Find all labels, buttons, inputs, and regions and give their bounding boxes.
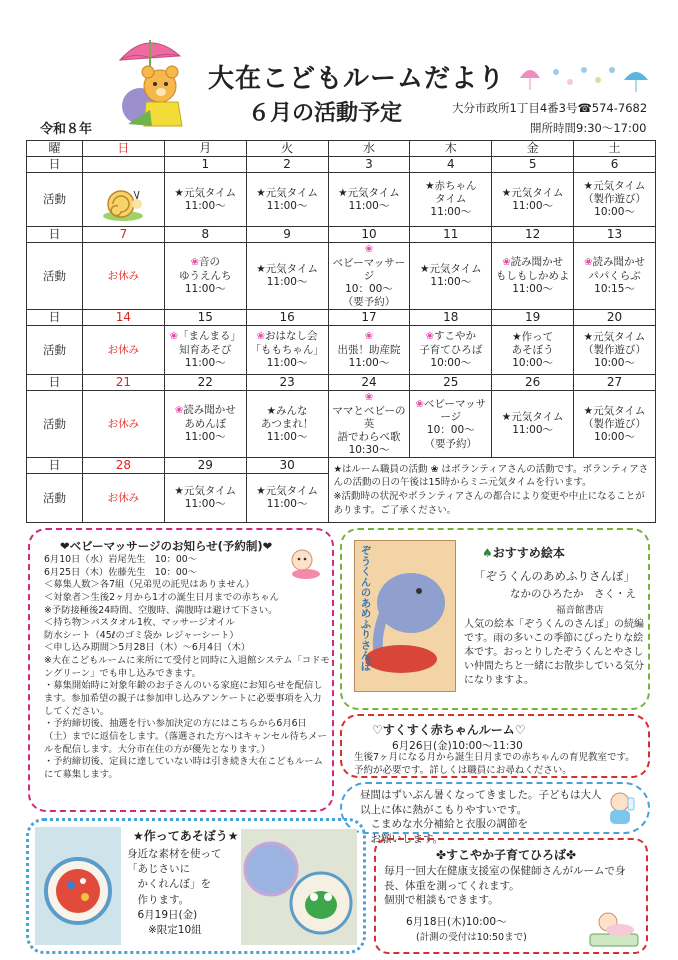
volunteer-activity-cell bbox=[410, 326, 492, 375]
activity-cell: ★元気タイム 11:00～ bbox=[492, 391, 574, 458]
date-cell: 22 bbox=[164, 375, 246, 391]
date-cell: 5 bbox=[492, 157, 574, 173]
date-cell: 24 bbox=[328, 375, 410, 391]
date-cell: 14 bbox=[83, 310, 165, 326]
row-label-activity: 活動 bbox=[27, 474, 83, 523]
activity-cell: ★元気タイム （製作遊び） 10:00～ bbox=[574, 173, 656, 227]
date-cell: 11 bbox=[410, 227, 492, 243]
book-cover-image bbox=[354, 540, 456, 692]
legend-note-change: ※活動時の状況やボランティアさんの都合により変更や中止になることがあります。ご了承ください。 bbox=[333, 491, 645, 517]
spade-icon: ♠ bbox=[482, 546, 493, 560]
weekday-sun: 日 bbox=[83, 141, 165, 157]
flower-icon: ❀ bbox=[364, 392, 374, 404]
activity-cell: ★元気タイム 11:00～ bbox=[410, 243, 492, 310]
volunteer-activity-cell bbox=[574, 243, 656, 310]
health-note: (計測の受付は10:50まで) bbox=[416, 932, 527, 943]
baby-massage-title: ❤ベビーマッサージのお知らせ(予約制)❤ bbox=[60, 539, 273, 553]
row-label-day: 日 bbox=[27, 157, 83, 173]
weekday-thu: 木 bbox=[410, 141, 492, 157]
flower-icon: ❀ bbox=[169, 331, 178, 343]
weekday-label: 曜 bbox=[27, 141, 83, 157]
hydrangea-craft-photo-left bbox=[35, 827, 121, 945]
legend-note-activity: ★はルーム職員の活動 ❀ はボランティアさんの活動です。ボランティアさんの活動の日の午後は15時からミニ元気タイムを行います。 bbox=[333, 463, 649, 489]
activity-cell: ★元気タイム 11:00～ bbox=[164, 474, 246, 523]
date-cell: 7 bbox=[83, 227, 165, 243]
date-cell: 18 bbox=[410, 310, 492, 326]
flower-icon: ❀ bbox=[584, 257, 593, 269]
activity-text: 読み聞かせ あめんぼ 11:00～ bbox=[183, 404, 236, 443]
volunteer-activity-cell bbox=[410, 391, 492, 458]
craft-heading: ★作ってあそぼう★ bbox=[133, 829, 239, 843]
weekday-mon: 月 bbox=[164, 141, 246, 157]
baby-room-description: 生後7ヶ月になる月から誕生日月までの赤ちゃんの育児教室です。 予約が必要です。詳しくは職員にお尋ねください。 bbox=[354, 752, 635, 776]
date-cell: 27 bbox=[574, 375, 656, 391]
opening-hours: 開所時間9:30～17:00 bbox=[530, 121, 647, 135]
activity-text: ベビーマッサージ 10：00～ （要予約） bbox=[423, 397, 487, 450]
baby-room-heading: ♡すくすく赤ちゃんルーム♡ bbox=[372, 723, 526, 737]
closed-day-cell: お休み bbox=[83, 474, 165, 523]
activity-text: 読み聞かせ パパくらぶ 10:15～ bbox=[588, 256, 645, 295]
volunteer-activity-cell bbox=[492, 243, 574, 310]
closed-day-cell: お休み bbox=[83, 243, 165, 310]
row-label-day: 日 bbox=[27, 458, 83, 474]
row-label-day: 日 bbox=[27, 227, 83, 243]
volunteer-activity-cell bbox=[164, 243, 246, 310]
activity-cell: ★元気タイム 11:00～ bbox=[164, 173, 246, 227]
baby-room-date: 6月26日(金)10:00～11:30 bbox=[392, 740, 523, 752]
weekday-wed: 水 bbox=[328, 141, 410, 157]
date-cell: 1 bbox=[164, 157, 246, 173]
child-drinking-illustration bbox=[602, 790, 640, 826]
date-cell: 29 bbox=[164, 458, 246, 474]
hydration-text: 昼間はずいぶん暑くなってきました。子どもは大人 以上に体に熱がこもりやすいです。 こまめな水分補給と衣服の調節を お願いします。 bbox=[360, 789, 602, 846]
date-cell: 2 bbox=[246, 157, 328, 173]
snail-icon bbox=[101, 186, 145, 222]
activity-cell: ★元気タイム 11:00～ bbox=[246, 474, 328, 523]
baby-room-box bbox=[340, 714, 650, 778]
closed-day-cell: お休み bbox=[83, 391, 165, 458]
activity-cell: ★元気タイム 11:00～ bbox=[246, 243, 328, 310]
activity-cell: ★元気タイム （製作遊び） 10:00～ bbox=[574, 326, 656, 375]
address-phone: 大分市政所1丁目4番3号☎574-7682 bbox=[452, 101, 648, 115]
date-cell: 19 bbox=[492, 310, 574, 326]
date-cell: 4 bbox=[410, 157, 492, 173]
date-cell: 28 bbox=[83, 458, 165, 474]
legend-note bbox=[328, 458, 655, 523]
hydrangea-craft-photo-right bbox=[241, 829, 357, 945]
activity-calendar bbox=[26, 140, 656, 523]
health-consult-box bbox=[374, 838, 648, 954]
volunteer-activity-cell bbox=[328, 243, 410, 310]
date-cell: 16 bbox=[246, 310, 328, 326]
date-cell: 23 bbox=[246, 375, 328, 391]
activity-text: ママとベビーの英 語でわらべ歌 10:30～ bbox=[332, 404, 406, 457]
health-date: 6月18日(木)10:00～ bbox=[406, 916, 507, 928]
flower-icon: ❀ bbox=[364, 244, 374, 256]
bear-umbrella-illustration bbox=[100, 30, 200, 130]
newsletter-title: 大在こどもルームだより bbox=[208, 64, 506, 94]
closed-day-cell: お休み bbox=[83, 326, 165, 375]
date-cell: 12 bbox=[492, 227, 574, 243]
flower-icon: ❀ bbox=[425, 331, 434, 343]
flower-icon: ❀ bbox=[364, 331, 374, 343]
era-year: 令和８年 bbox=[40, 122, 93, 137]
volunteer-activity-cell bbox=[328, 326, 410, 375]
row-label-activity: 活動 bbox=[27, 173, 83, 227]
activity-text: 読み聞かせ もしもしかめよ 11:00～ bbox=[495, 256, 570, 295]
date-cell: 3 bbox=[328, 157, 410, 173]
flower-icon: ❀ bbox=[256, 331, 266, 343]
baby-massage-body: 6月10日（水）岩尾先生 10：00～ 6月25日（木）佐藤先生 10：00～ ＜募集人数＞各7組（兄弟児の託児はありません） ＜対象者＞生後2ヶ月から1才の誕生日月までの赤ちゃん ※予防接種後24時間、空腹時、満腹時は避けて下さい。 ＜持ち物＞バスタオル1枚、マッサージオイル 防水シート（45ℓのゴミ袋か レジャーシート） ＜申し込み期間＞5月28日（木）～6月4日（木） ※大在こどもルームに来所にて受付と同時に入退館システム「コドモングリーン」でも申し込みできます。 ・募集開始時に対象年齢のお子さんのいる家庭にお知らせを配信します。参加希望の親子は参加申し込みアンケートに必要事項を入力してください。 ・予約締切後、抽選を行い参加決定の方にはこちらから6月6日（土）までに返信をします。（落選された方へはキャンセル待ちメールを配信します。大分市在住の方が優先となります。） ・予約締切後、定員に達していない時は引き続き大在こどもルームにて募集します。 bbox=[44, 554, 330, 780]
month-schedule-heading: ６月の活動予定 bbox=[248, 101, 403, 126]
book-cover-title: ぞうくんのあめふりさんぽ bbox=[361, 546, 371, 673]
row-label-activity: 活動 bbox=[27, 391, 83, 458]
date-cell: 15 bbox=[164, 310, 246, 326]
hydration-notice bbox=[340, 782, 650, 846]
activity-cell: ★みんな あつまれ！ 11:00～ bbox=[246, 391, 328, 458]
date-cell: 9 bbox=[246, 227, 328, 243]
snail-illustration-cell bbox=[83, 173, 165, 227]
health-heading: ✤すこやか子育てひろば✤ bbox=[436, 848, 577, 862]
activity-cell: ★元気タイム （製作遊び） 10:00～ bbox=[574, 391, 656, 458]
volunteer-activity-cell bbox=[328, 391, 410, 458]
baby-massage-notice bbox=[28, 528, 334, 812]
health-text: 毎月一回大在健康支援室の保健師さんがルームで身長、体重を測ってくれます。 個別で相談もできます。 bbox=[384, 865, 626, 907]
activity-cell: ★赤ちゃん タイム 11:00～ bbox=[410, 173, 492, 227]
activity-cell: ★元気タイム 11:00～ bbox=[328, 173, 410, 227]
activity-text: ベビーマッサージ 10：00～ （要予約） bbox=[332, 256, 406, 309]
weekday-tue: 火 bbox=[246, 141, 328, 157]
date-cell: 10 bbox=[328, 227, 410, 243]
book-author: なかのひろたか さく・え bbox=[510, 588, 636, 600]
baby-illustration bbox=[284, 546, 324, 580]
activity-text: 音の ゆうえんち 11:00～ bbox=[179, 256, 232, 295]
flower-icon: ❀ bbox=[415, 398, 424, 410]
flower-icon: ❀ bbox=[190, 257, 199, 269]
rain-umbrellas-decoration bbox=[516, 58, 656, 98]
craft-text: 身近な素材を使って 「あじさいに かくれんぼ」を 作ります。 6月19日(金) ※限定10組 bbox=[127, 848, 222, 937]
date-cell: 30 bbox=[246, 458, 328, 474]
row-label-day: 日 bbox=[27, 375, 83, 391]
activity-text: 「まんまる」 知育あそび 11:00～ bbox=[177, 330, 241, 369]
flower-icon: ❀ bbox=[174, 405, 184, 417]
volunteer-activity-cell bbox=[246, 326, 328, 375]
volunteer-activity-cell bbox=[164, 326, 246, 375]
activity-text: すこやか 子育てひろば 10:00～ bbox=[419, 330, 483, 369]
weekday-fri: 金 bbox=[492, 141, 574, 157]
activity-text: 出張！助産院 11:00～ bbox=[337, 343, 401, 369]
book-title: 「ぞうくんのあめふりさんぽ」 bbox=[474, 569, 635, 583]
row-label-day: 日 bbox=[27, 310, 83, 326]
craft-activity-box bbox=[26, 818, 366, 954]
date-cell: 25 bbox=[410, 375, 492, 391]
book-description: 人気の絵本「ぞうくんのさんぽ」の続編です。雨の多いこの季節にぴったりな絵本です。おっとりしたぞうくんとやさしい仲間たちと一緒にお散歩している気分になりますよ。 bbox=[464, 619, 644, 686]
book-publisher: 福音館書店 bbox=[556, 605, 604, 616]
volunteer-activity-cell bbox=[164, 391, 246, 458]
date-cell: 17 bbox=[328, 310, 410, 326]
activity-cell: ★元気タイム 11:00～ bbox=[246, 173, 328, 227]
date-cell bbox=[83, 157, 165, 173]
activity-cell: ★作って あそぼう 10:00～ bbox=[492, 326, 574, 375]
date-cell: 21 bbox=[83, 375, 165, 391]
date-cell: 26 bbox=[492, 375, 574, 391]
date-cell: 8 bbox=[164, 227, 246, 243]
weekday-sat: 土 bbox=[574, 141, 656, 157]
baby-scale-illustration bbox=[586, 904, 642, 948]
row-label-activity: 活動 bbox=[27, 326, 83, 375]
row-label-activity: 活動 bbox=[27, 243, 83, 310]
flower-icon: ❀ bbox=[502, 257, 511, 269]
date-cell: 13 bbox=[574, 227, 656, 243]
book-heading: ♠おすすめ絵本 bbox=[482, 546, 565, 560]
date-cell: 20 bbox=[574, 310, 656, 326]
activity-text: おはなし会 「ももちゃん」 11:00～ bbox=[250, 330, 324, 369]
recommended-book-box bbox=[340, 528, 650, 710]
activity-cell: ★元気タイム 11:00～ bbox=[492, 173, 574, 227]
date-cell: 6 bbox=[574, 157, 656, 173]
